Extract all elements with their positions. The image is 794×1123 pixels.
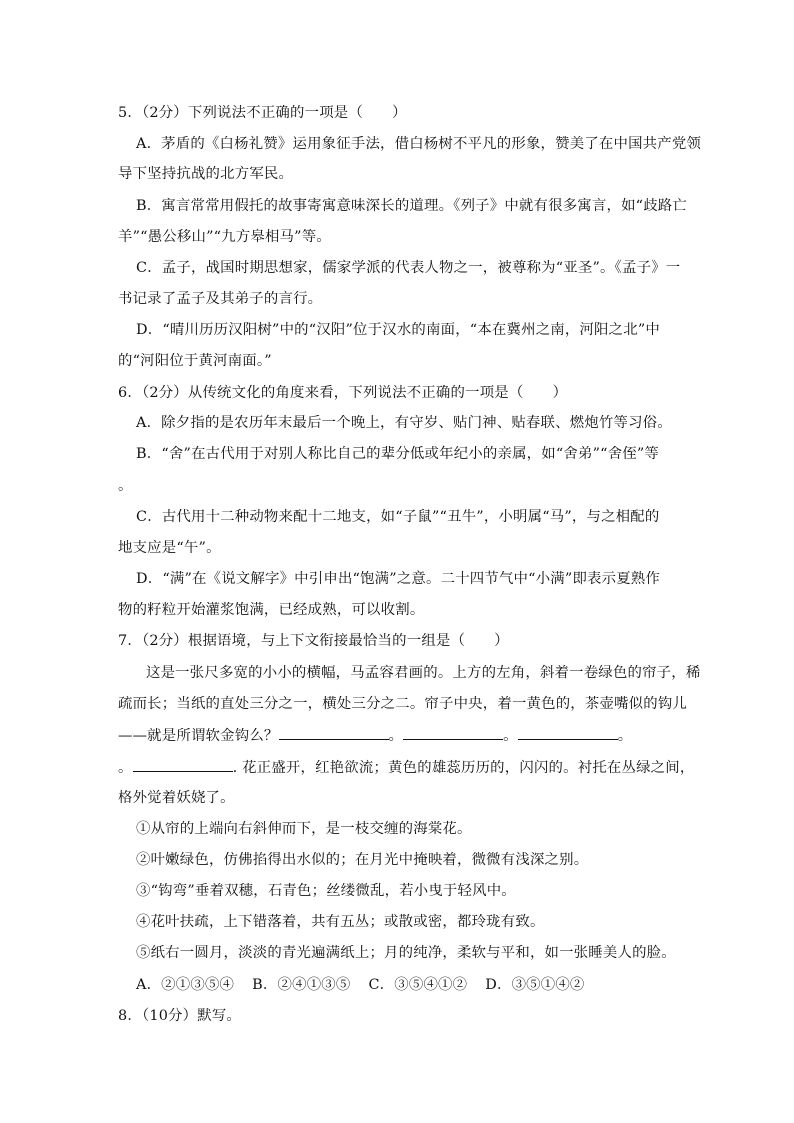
- q6-option-c-line2: 地支应是“午”。: [118, 540, 221, 556]
- q5-option-c-line1: C．孟子，战国时期思想家，儒家学派的代表人物之一，被尊称为“亚圣”。《孟子》一: [136, 260, 681, 276]
- q7-passage-line4: [118, 757, 694, 778]
- q6-option-c-line1: C．古代用十二种动物来配十二地支，如“子鼠”“丑牛”，小明属“马”，与之相配的: [136, 509, 660, 525]
- answer-blank-4[interactable]: [133, 757, 233, 772]
- q7-choice-c[interactable]: C．③⑤④①②: [368, 977, 468, 993]
- blank-separator: 。: [503, 728, 518, 744]
- answer-blank-3[interactable]: [518, 725, 618, 740]
- q7-passage-line4-text: . 花正盛开，红艳欲流；黄色的雄蕊历历的，闪闪的。衬托在丛绿之间，: [232, 760, 695, 776]
- q6-option-a-line1: A．除夕指的是农历年末最后一个晚上，有守岁、贴门神、贴春联、燃炮竹等习俗。: [136, 415, 672, 431]
- q7-passage-line5: 格外觉着妖娆了。: [118, 790, 235, 806]
- q6-option-b-line2: 。: [118, 478, 133, 494]
- q7-choice-a[interactable]: A．②①③⑤④: [136, 977, 235, 993]
- q5-option-b-line2: 羊”“愚公移山”“九方皋相马”等。: [118, 229, 331, 245]
- q6-option-d-line2: 物的籽粒开始灌浆饱满，已经成熟，可以收割。: [118, 602, 425, 618]
- q7-sentence-1: ①从帘的上端向右斜伸而下，是一枝交缠的海棠花。: [136, 821, 472, 837]
- q7-sentence-3: ③“钩弯”垂着双穗，石青色；丝缕微乱，若小曳于轻风中。: [136, 883, 516, 899]
- question-8-stem: 8．（10分）默写。: [118, 1008, 242, 1024]
- q5-option-a-line2: 导下坚持抗战的北方军民。: [118, 166, 294, 182]
- answer-blank-1[interactable]: [279, 725, 389, 740]
- q5-option-d-line1: D．“晴川历历汉阳树”中的“汉阳”位于汉水的南面，“本在冀州之南，河阳之北”中: [136, 322, 660, 338]
- q7-passage-line3: [118, 725, 632, 746]
- blank-separator: 。: [118, 760, 133, 776]
- question-7-stem: 7．（2分）根据语境，与上下文衔接最恰当的一组是（ ）: [118, 633, 509, 649]
- blank-separator: 。: [388, 728, 404, 744]
- q7-sentence-4: ④花叶扶疏，上下错落着，共有五丛；或散或密，都玲珑有致。: [136, 914, 545, 930]
- q6-option-b-line1: B．“舍”在古代用于对别人称比自己的辈分低或年纪小的亲属，如“舍弟”“舍侄”等: [136, 446, 660, 462]
- q5-option-b-line1: B．寓言常常用假托的故事寄寓意味深长的道理。《列子》中就有很多寓言，如“歧路亡: [136, 198, 687, 214]
- q5-option-d-line2: 的“河阳位于黄河南面。”: [118, 353, 272, 369]
- q5-option-a-line1: A．茅盾的《白杨礼赞》运用象征手法，借白杨树不平凡的形象，赞美了在中国共产党领: [136, 136, 702, 152]
- blank-separator: 。: [617, 728, 633, 744]
- q7-sentence-5: ⑤纸右一圆月，淡淡的青光遍满纸上；月的纯净，柔软与平和，如一张睡美人的脸。: [136, 945, 676, 961]
- q7-sentence-2: ②叶嫩绿色，仿佛掐得出水似的；在月光中掩映着，微微有浅深之别。: [136, 852, 589, 868]
- q7-passage-line2: 疏而长；当纸的直处三分之一，横处三分之二。帘子中央，着一黄色的，茶壶嘴似的钩儿: [118, 696, 688, 712]
- q7-choices: [136, 975, 603, 995]
- q7-choice-d[interactable]: D．③⑤①④②: [485, 977, 585, 993]
- q7-passage-line3-text: ——就是所谓软金钩么？: [118, 728, 279, 744]
- q5-option-c-line2: 书记录了孟子及其弟子的言行。: [118, 291, 323, 307]
- question-6-stem: 6．（2分）从传统文化的角度来看，下列说法不正确的一项是（ ）: [118, 385, 568, 401]
- q6-option-d-line1: D．“满”在《说文解字》中引申出“饱满”之意。二十四节气中“小满”即表示夏熟作: [136, 571, 660, 587]
- question-5-stem: 5．（2分）下列说法不正确的一项是（ ）: [118, 105, 407, 121]
- answer-blank-2[interactable]: [403, 725, 503, 740]
- q7-passage-line1: 这是一张尺多宽的小小的横幅，马孟容君画的。上方的左角，斜着一卷绿色的帘子，稀: [146, 665, 701, 681]
- q7-choice-b[interactable]: B．②④①③⑤: [252, 977, 351, 993]
